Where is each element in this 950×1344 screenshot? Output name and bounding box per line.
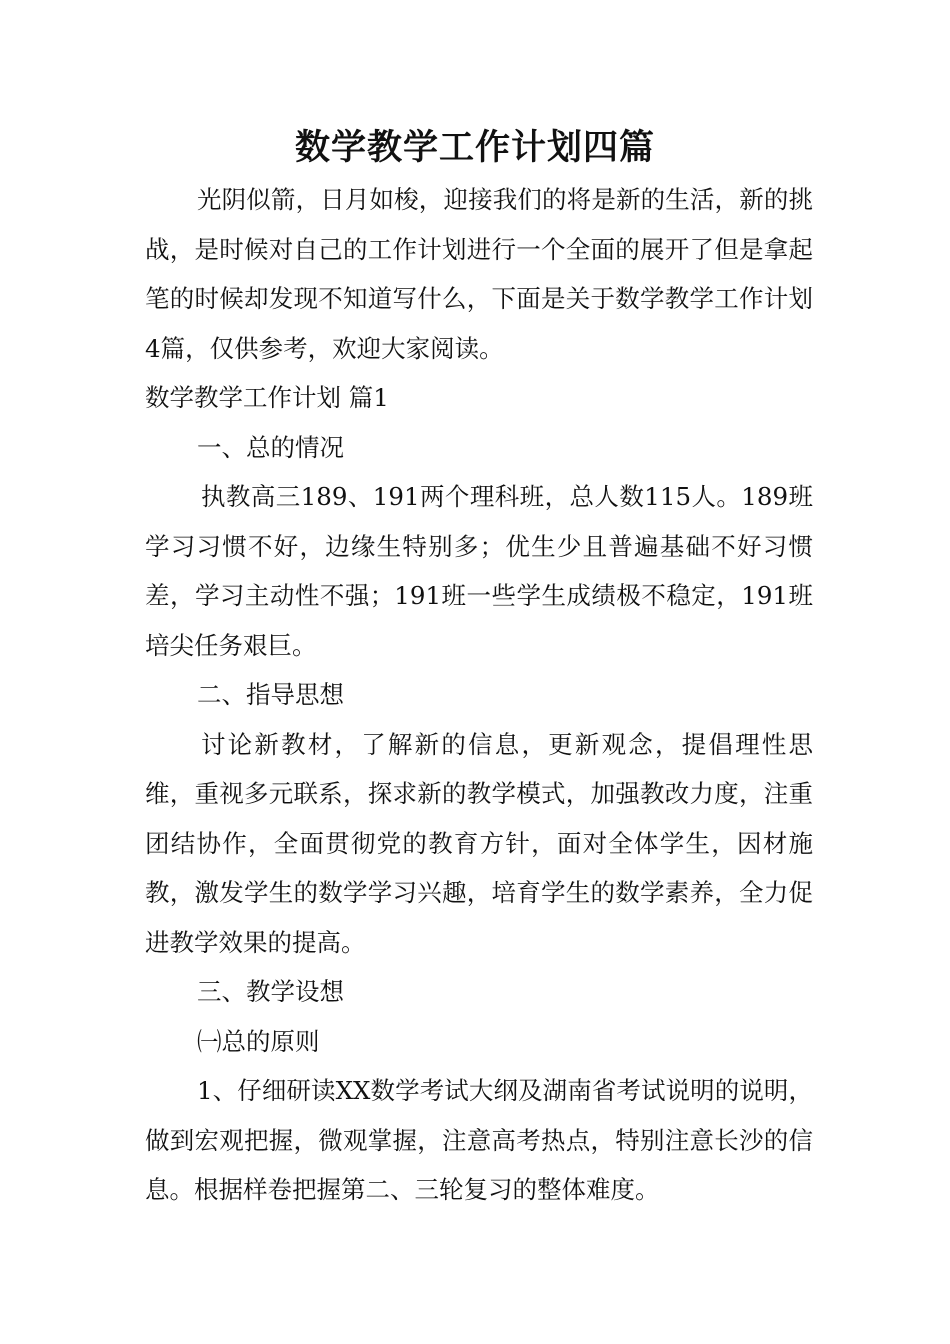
heading-teaching-plan: 三、教学设想 <box>197 977 344 1006</box>
document-title: 数学教学工作计划四篇 <box>294 127 655 168</box>
heading-general-situation: 一、总的情况 <box>197 432 344 462</box>
heading-general-principles: ㈠总的原则 <box>197 1026 320 1056</box>
paragraph-general-situation: 执教高三189、191两个理科班，总人数115人。189班学习习惯不好，边缘生特别多；优生少且普遍基础不好习惯差，学习主动性不强；191班一些学生成绩极不稳定，191班培尖任务艰巨。 <box>145 482 813 660</box>
paragraph-principle-1: 1、仔细研读XX数学考试大纲及湖南省考试说明的说明，做到宏观把握，微观掌握，注意高考热点，特别注意长沙的信息。根据样卷把握第二、三轮复习的整体难度。 <box>145 1076 813 1204</box>
intro-paragraph: 光阴似箭，日月如梭，迎接我们的将是新的生活，新的挑战，是时候对自己的工作计划进行一个全面的展开了但是拿起笔的时候却发现不知道写什么，下面是关于数学教学工作计划4篇，仅供参考，欢迎大家阅读。 <box>145 185 813 363</box>
heading-guiding-ideology: 二、指导思想 <box>197 680 344 709</box>
section-heading-part-1: 数学教学工作计划 篇1 <box>145 383 389 412</box>
paragraph-guiding-ideology: 讨论新教材，了解新的信息，更新观念，提倡理性思维，重视多元联系，探求新的教学模式，加强教改力度，注重团结协作，全面贯彻党的教育方针，面对全体学生，因材施教，激发学生的数学学习兴趣，培育学生的数学素养，全力促进教学效果的提高。 <box>145 729 813 957</box>
document-body <box>145 175 813 1215</box>
